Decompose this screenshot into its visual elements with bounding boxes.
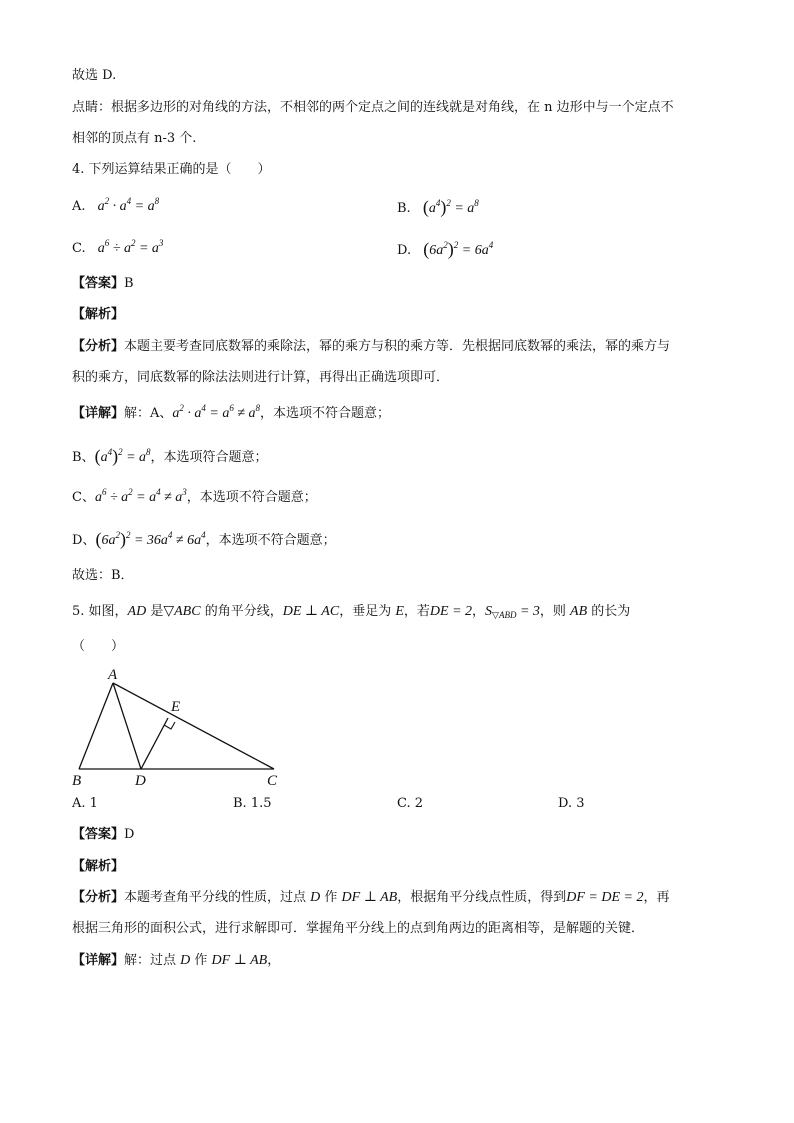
q4-answer: 【答案】B [72,276,134,291]
q4-option-c-formula: $a^6 \div a^2 = a^3$ [97,238,164,256]
q5-option-d: D. 3 [558,796,585,811]
q4-detail-b: B、$(a^4)^2 = a^8$，本选项符合题意； [72,446,268,466]
vertex-label-b: B [72,773,82,788]
q5-option-a: A. 1 [72,796,98,811]
prev-conclusion: 故选 D. [72,68,117,83]
side-ab [79,683,113,769]
q4-detail-d-formula: $(6a^2)^2 = 36a^4 \ne 6a^4$ [95,529,206,549]
q4-option-d: D. $(6a^2)^2 = 6a^4$ [397,239,494,259]
vertex-label-d: D [135,773,146,788]
q4-detail-a: 【详解】解：A、$a^2 \cdot a^4 = a^6 \ne a^8$，本选项不符合题意； [72,403,391,421]
q4-stem: 4. 下列运算结果正确的是（ ） [72,162,271,177]
triangle-figure [72,663,292,788]
q4-detail-a-formula: $a^2 \cdot a^4 = a^6 \ne a^8$ [172,403,261,421]
q5-analysis-tag: 【解析】 [72,859,125,874]
q5-option-c: C. 2 [397,796,424,811]
q4-analysis-tag: 【解析】 [72,307,125,322]
q4-option-a-formula: $a^2 \cdot a^4 = a^8$ [97,196,160,214]
q4-option-a: A. $a^2 \cdot a^4 = a^8$ [72,196,160,214]
q4-option-c: C. $a^6 \div a^2 = a^3$ [72,238,164,256]
vertex-label-a: A [108,667,118,683]
q4-fenxi-line-1: 【分析】本题主要考查同底数幂的乘除法，幂的乘方与积的乘方等．先根据同底数幂的乘法，幂的乘方与 [72,339,671,354]
q4-fenxi-line-2: 积的乘方，同底数幂的除法法则进行计算，再得出正确选项即可． [72,370,450,385]
q5-fenxi-line-1: 【分析】本题考查角平分线的性质，过点 D 作 DF ⊥ AB，根据角平分线点性质，得到DF = DE = 2，再 [72,890,670,905]
q4-detail-c: C、$a^6 \div a^2 = a^4 \ne a^3$，本选项不符合题意； [72,487,317,505]
q5-answer: 【答案】D [72,827,135,842]
q5-stem-paren: （ ） [72,639,125,654]
vertex-label-c: C [267,773,278,788]
q4-detail-d: D、$(6a^2)^2 = 36a^4 \ne 6a^4$，本选项不符合题意； [72,529,336,549]
q4-detail-b-formula: $(a^4)^2 = a^8$ [94,446,151,466]
segment-de [141,718,168,769]
q4-option-b: B. $(a^4)^2 = a^8$ [397,197,479,217]
note-line-2: 相邻的顶点有 n-3 个. [72,131,197,146]
vertex-label-e: E [171,699,181,715]
q5-detail: 【详解】解：过点 D 作 DF ⊥ AB， [72,953,281,968]
q4-conclusion: 故选：B． [72,568,134,583]
q5-fenxi-line-2: 根据三角形的面积公式，进行求解即可．掌握角平分线上的点到角两边的距离相等，是解题的关键． [72,921,645,936]
q5-option-b: B. 1.5 [233,796,272,811]
q4-option-d-formula: $(6a^2)^2 = 6a^4$ [423,239,494,259]
note-line-1: 点睛：根据多边形的对角线的方法，不相邻的两个定点之间的连线就是对角线，在 n 边形中与一个定点不 [72,100,674,115]
q4-option-b-formula: $(a^4)^2 = a^8$ [422,197,479,217]
q5-stem: 5. 如图，AD 是▽ABC 的角平分线，DE ⊥ AC，垂足为 E，若DE = 2，$S_{▽ABD} = 3$，则 AB 的长为 [72,604,631,620]
q4-detail-c-formula: $a^6 \div a^2 = a^4 \ne a^3$ [94,487,187,505]
